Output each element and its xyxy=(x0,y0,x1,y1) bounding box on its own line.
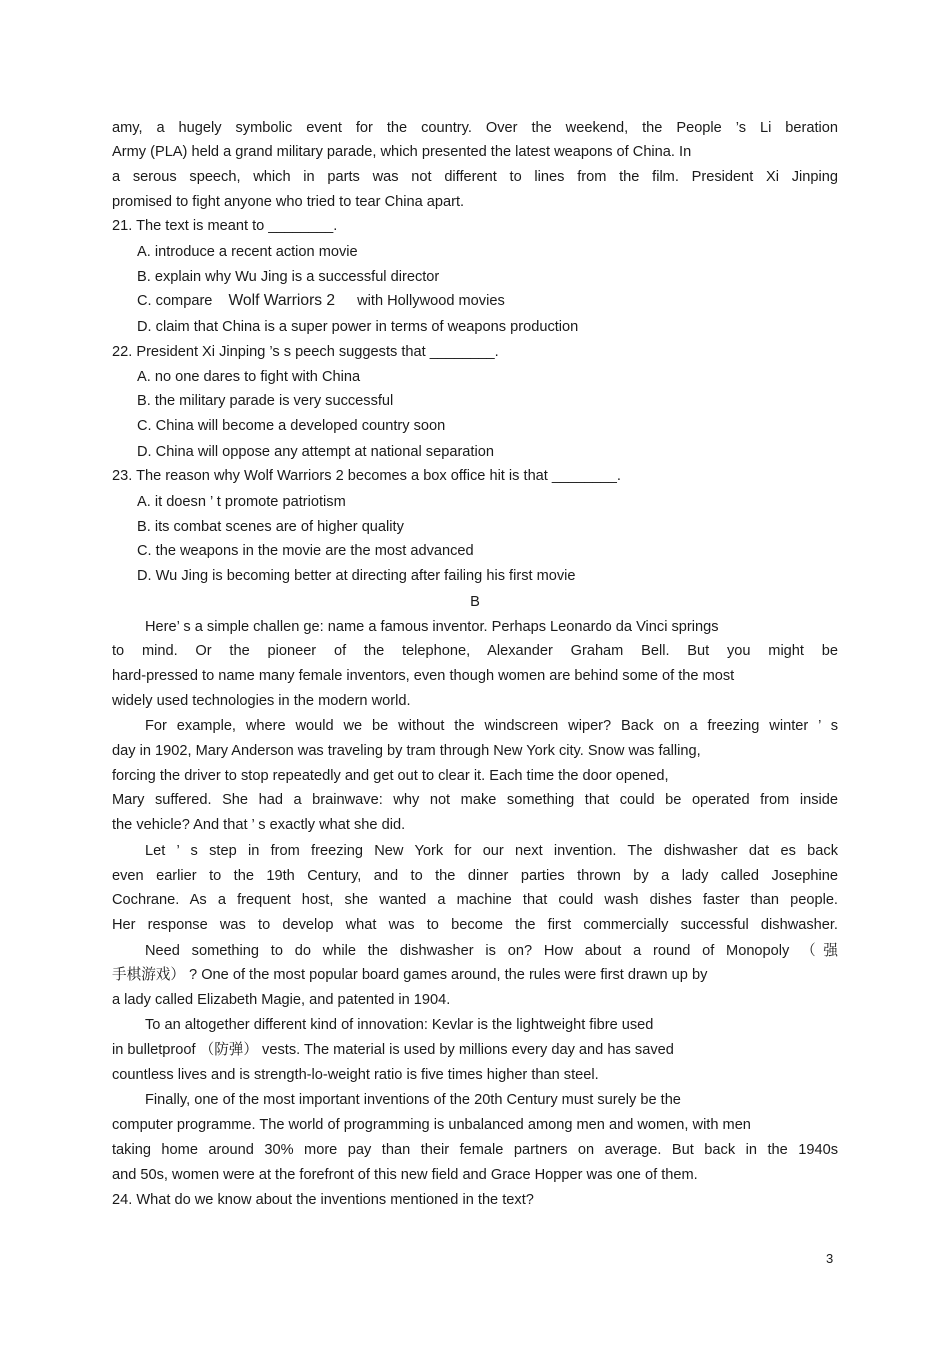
passage-line: Mary suffered. She had a brainwave: why not make something that could be operated from inside xyxy=(112,792,838,808)
answer-option: D. Wu Jing is becoming better at directing after failing his first movie xyxy=(137,568,576,584)
passage-line: countless lives and is strength-lo-weight ratio is five times higher than steel. xyxy=(112,1067,599,1083)
passage-line: the vehicle? And that ’ s exactly what she did. xyxy=(112,817,406,833)
passage-line: Here’ s a simple challen ge: name a famous inventor. Perhaps Leonardo da Vinci springs xyxy=(145,619,719,635)
passage-line: a lady called Elizabeth Magie, and patented in 1904. xyxy=(112,992,451,1008)
passage-line: Need something to do while the dishwasher is on? How about a round of Monopoly （强 xyxy=(145,943,838,959)
passage-line: day in 1902, Mary Anderson was traveling by tram through New York city. Snow was falling, xyxy=(112,743,701,759)
passage-line: hard-pressed to name many female inventors, even though women are behind some of the most xyxy=(112,668,735,684)
answer-option: C. the weapons in the movie are the most advanced xyxy=(137,543,474,559)
option-suffix: with Hollywood movies xyxy=(357,293,505,309)
passage-line: a serous speech, which in parts was not different to lines from the film. President Xi Jinping xyxy=(112,169,838,185)
answer-option: A. introduce a recent action movie xyxy=(137,244,358,260)
passage-line: to mind. Or the pioneer of the telephone, Alexander Graham Bell. But you might be xyxy=(112,643,838,659)
passage-line: Finally, one of the most important inventions of the 20th Century must surely be the xyxy=(145,1092,681,1108)
question-stem: 22. President Xi Jinping ’s s peech suggests that ________. xyxy=(112,344,499,360)
passage-line: and 50s, women were at the forefront of this new field and Grace Hopper was one of them. xyxy=(112,1167,698,1183)
passage-line: Her response was to develop what was to become the first commercially successful dishwasher. xyxy=(112,917,838,933)
passage-line: 手棋游戏） ? One of the most popular board games around, the rules were first drawn up by xyxy=(112,967,708,983)
answer-option xyxy=(137,291,837,311)
passage-line: promised to fight anyone who tried to tear China apart. xyxy=(112,194,465,210)
answer-option: D. China will oppose any attempt at national separation xyxy=(137,444,494,460)
page-number: 3 xyxy=(826,1251,834,1266)
passage-line: computer programme. The world of programming is unbalanced among men and women, with men xyxy=(112,1117,751,1133)
answer-option: A. it doesn ’ t promote patriotism xyxy=(137,494,346,510)
answer-option: B. the military parade is very successful xyxy=(137,393,394,409)
question-stem: 23. The reason why Wolf Warriors 2 becomes a box office hit is that ________. xyxy=(112,468,621,484)
answer-option: B. its combat scenes are of higher quality xyxy=(137,519,404,535)
answer-option: C. China will become a developed country soon xyxy=(137,418,446,434)
passage-line: in bulletproof （防弹） vests. The material is used by millions every day and has saved xyxy=(112,1042,674,1058)
question-stem: 24. What do we know about the inventions mentioned in the text? xyxy=(112,1192,534,1208)
answer-option: A. no one dares to fight with China xyxy=(137,369,361,385)
passage-line: To an altogether different kind of innovation: Kevlar is the lightweight fibre used xyxy=(145,1017,654,1033)
passage-line: even earlier to the 19th Century, and to the dinner parties thrown by a lady called Josephine xyxy=(112,868,838,884)
movie-title: Wolf Warriors 2 xyxy=(228,292,336,309)
passage-line: Let ’ s step in from freezing New York for our next invention. The dishwasher dat es back xyxy=(145,843,838,859)
answer-option: B. explain why Wu Jing is a successful director xyxy=(137,269,440,285)
passage-line: amy, a hugely symbolic event for the country. Over the weekend, the People ’s Li beration xyxy=(112,120,838,136)
passage-line: forcing the driver to stop repeatedly and get out to clear it. Each time the door opened, xyxy=(112,768,669,784)
passage-line: Cochrane. As a frequent host, she wanted a machine that could wash dishes faster than people. xyxy=(112,892,838,908)
option-prefix: C. compare xyxy=(137,293,213,309)
passage-line: widely used technologies in the modern world. xyxy=(112,693,411,709)
section-label: B xyxy=(470,594,480,610)
passage-line: taking home around 30% more pay than their female partners on average. But back in the 1940s xyxy=(112,1142,838,1158)
answer-option: D. claim that China is a super power in terms of weapons production xyxy=(137,319,579,335)
passage-line: Army (PLA) held a grand military parade, which presented the latest weapons of China. In xyxy=(112,144,692,160)
passage-line: For example, where would we be without the windscreen wiper? Back on a freezing winter ’ s xyxy=(145,718,838,734)
question-stem: 21. The text is meant to ________. xyxy=(112,218,338,234)
